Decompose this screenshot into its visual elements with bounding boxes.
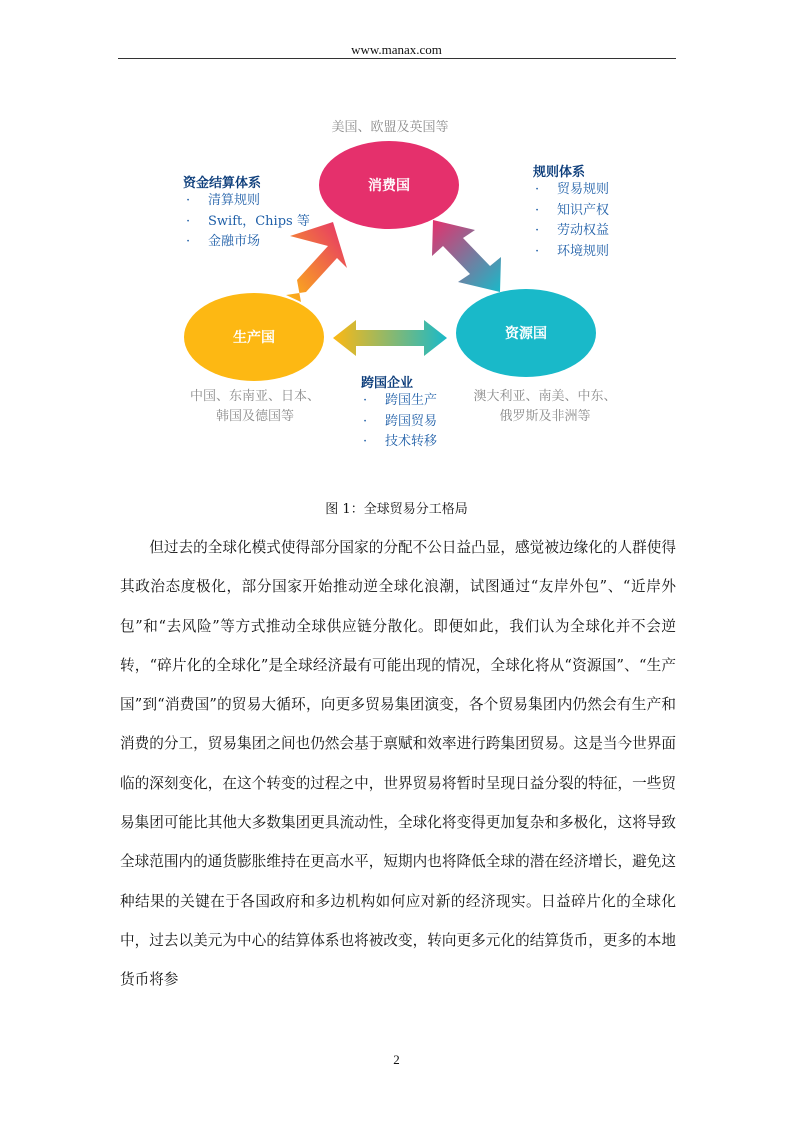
settlement-item: · 清算规则 (186, 191, 310, 212)
settlement-item: · 金融市场 (186, 232, 310, 253)
rules-group-list (535, 180, 609, 262)
arrow-producer-resource (333, 320, 447, 356)
multinational-item: · 跨国生产 (363, 391, 437, 412)
producer-note-line2: 韩国及德国等 (215, 409, 294, 424)
settlement-group-title: 资金结算体系 (183, 176, 262, 191)
producer-label: 生产国 (233, 330, 275, 346)
rules-item: · 贸易规则 (535, 180, 609, 201)
multinational-item: · 技术转移 (363, 432, 437, 453)
trade-division-diagram (0, 0, 793, 470)
rules-item: · 环境规则 (535, 242, 609, 263)
multinational-group-title: 跨国企业 (361, 376, 414, 391)
settlement-item: · Swift，Chips 等 (186, 212, 310, 233)
page-number: 2 (393, 1052, 400, 1067)
arrow-consumer-resource (432, 220, 501, 292)
settlement-group-list (186, 191, 310, 253)
header-url: www.manax.com (351, 42, 442, 57)
consumer-note: 美国、欧盟及英国等 (331, 120, 449, 135)
producer-note-line1: 中国、东南亚、日本、 (189, 389, 320, 404)
body-paragraph: 但过去的全球化模式使得部分国家的分配不公日益凸显，感觉被边缘化的人群使得其政治态度极化，部分国家开始推动逆全球化浪潮，试图通过“友岸外包”、“近岸外包”和“去风险”等方式推动全球供应链分散化。即便如此，我们认为全球化并不会逆转，“碎片化的全球化”是全球经济最有可能出现的情况，全球化将从“资源国”、“生产国”到“消费国”的贸易大循环，向更多贸易集团演变，各个贸易集团内仍然会有生产和消费的分工，贸易集团之间也仍然会基于禀赋和效率进行跨集团贸易。这是当今世界面临的深刻变化，在这个转变的过程之中，世界贸易将暂时呈现日益分裂的特征，一些贸易集团可能比其他大多数集团更具流动性，全球化将变得更加复杂和多极化，这将导致全球范围内的通货膨胀维持在更高水平，短期内也将降低全球的潜在经济增长，避免这种结果的关键在于各国政府和多边机构如何应对新的经济现实。日益碎片化的全球化中，过去以美元为中心的结算体系也将被改变，转向更多元化的结算货币，更多的本地货币将参 (120, 539, 676, 989)
figure-caption: 图 1：全球贸易分工格局 (325, 502, 468, 517)
resource-note-line2: 俄罗斯及非洲等 (499, 409, 591, 424)
multinational-item: · 跨国贸易 (363, 412, 437, 433)
resource-label: 资源国 (505, 326, 547, 342)
multinational-group-list (363, 391, 437, 453)
resource-note (450, 387, 640, 427)
producer-note (160, 387, 350, 427)
resource-note-line1: 澳大利亚、南美、中东、 (473, 389, 617, 404)
consumer-label: 消费国 (368, 178, 410, 194)
rules-group-title: 规则体系 (533, 165, 586, 180)
rules-item: · 劳动权益 (535, 221, 609, 242)
rules-item: · 知识产权 (535, 201, 609, 222)
